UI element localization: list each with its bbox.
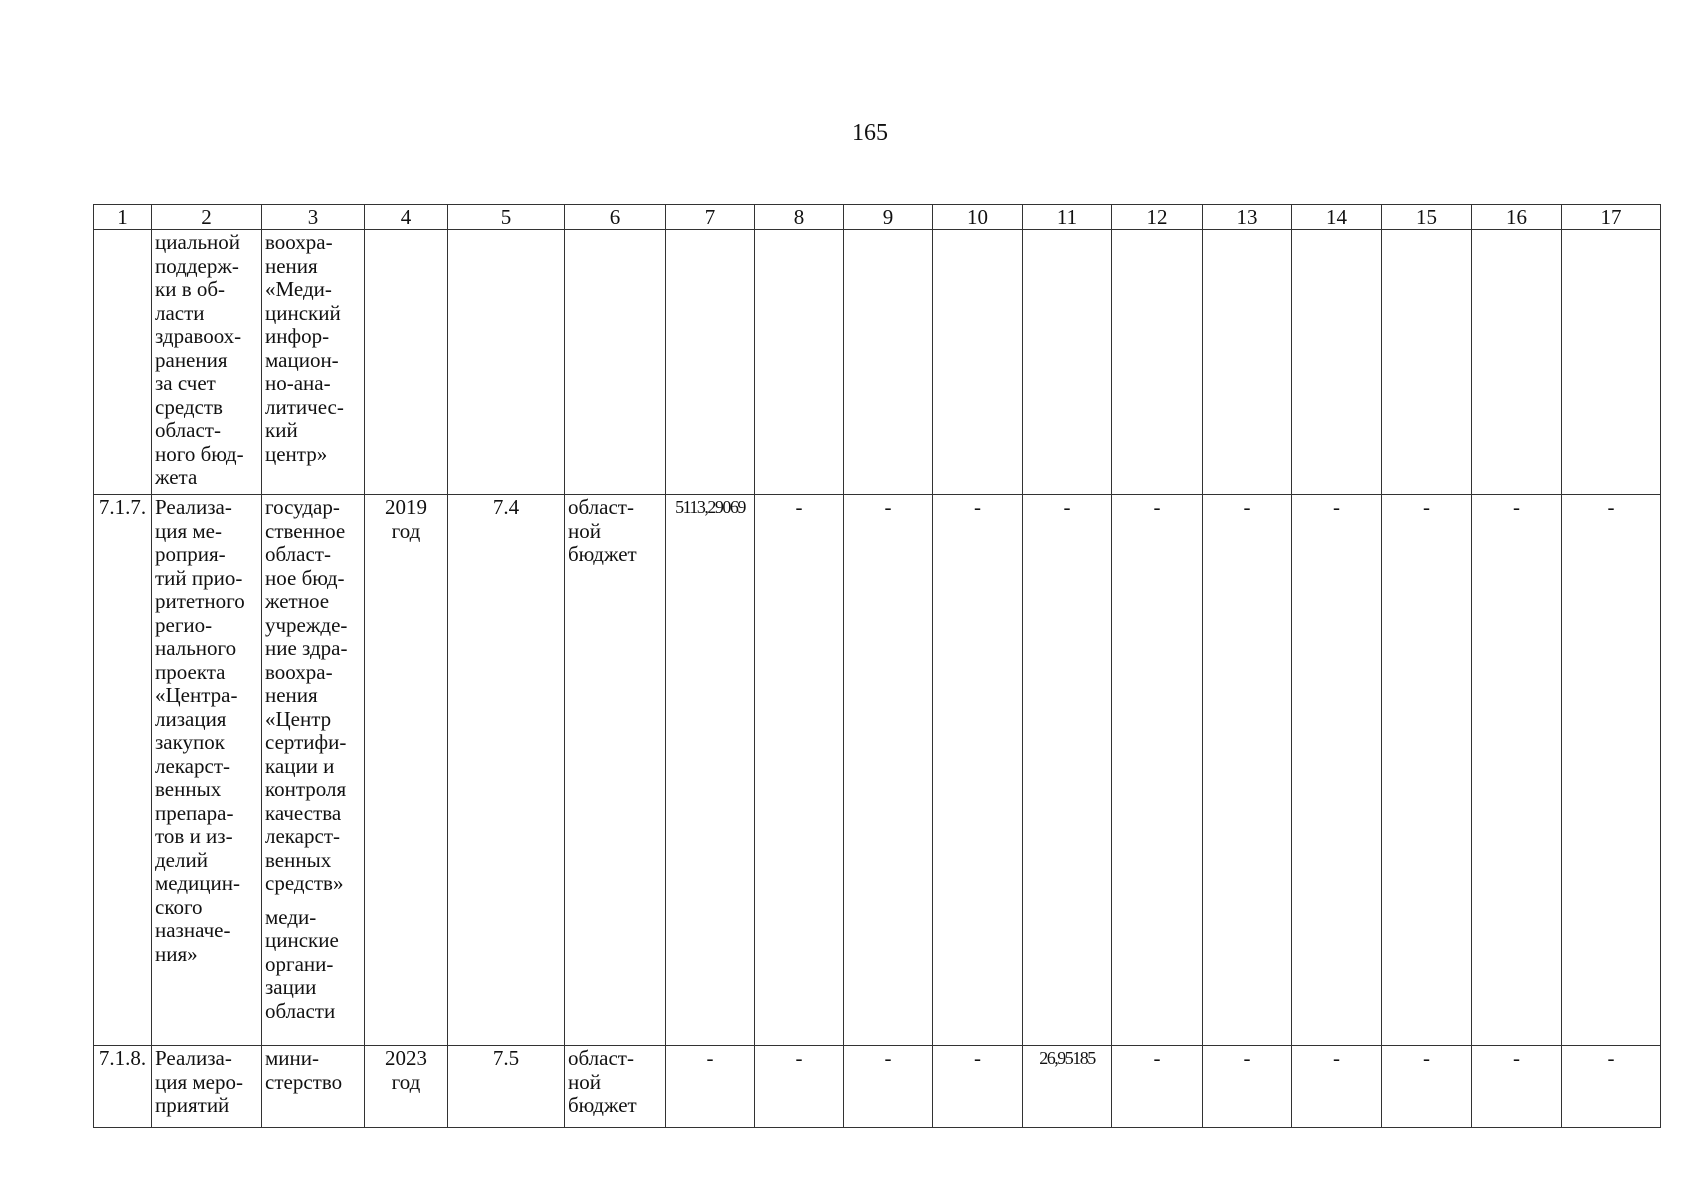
row-number-cell: 7.1.8.: [94, 1046, 152, 1128]
value-cell: [755, 230, 844, 495]
value-cell: -: [1562, 1046, 1661, 1128]
header-cell: 10: [933, 205, 1023, 230]
value-cell: [1203, 230, 1292, 495]
value-cell: -: [755, 495, 844, 1046]
year-cell: 2019 год: [365, 495, 448, 1046]
measure-name-cell: Реализа- ция меро- приятий: [152, 1046, 262, 1128]
value-cell: [1292, 230, 1382, 495]
header-cell: 14: [1292, 205, 1382, 230]
value-cell: -: [666, 1046, 755, 1128]
row-number-cell: [94, 230, 152, 495]
budget-table: [93, 204, 1661, 1128]
indicator-cell: [448, 230, 565, 495]
indicator-cell: 7.5: [448, 1046, 565, 1128]
year-cell: [365, 230, 448, 495]
header-cell: 4: [365, 205, 448, 230]
value-cell: -: [1382, 1046, 1472, 1128]
header-cell: 9: [844, 205, 933, 230]
value-cell: -: [1203, 495, 1292, 1046]
value-cell: [844, 230, 933, 495]
header-cell: 3: [262, 205, 365, 230]
row-number-cell: 7.1.7.: [94, 495, 152, 1046]
spacer: [265, 896, 361, 906]
header-cell: 16: [1472, 205, 1562, 230]
value-cell: -: [844, 495, 933, 1046]
header-row: [94, 205, 1661, 230]
value-cell: -: [1472, 495, 1562, 1046]
header-cell: 1: [94, 205, 152, 230]
value-cell: -: [1292, 1046, 1382, 1128]
executor-secondary: меди- цинские органи- зации области: [265, 904, 339, 1023]
value-cell: -: [1112, 495, 1203, 1046]
header-cell: 11: [1023, 205, 1112, 230]
value-cell: -: [1562, 495, 1661, 1046]
executor-cell: [262, 495, 365, 1046]
measure-name-cell: Реализа- ция ме- роприя- тий прио- ритетного регио- нального проекта «Центра- лизация закупок лекарст- венных препара- тов и из- делий медицин- ского назначе- ния»: [152, 495, 262, 1046]
header-cell: 12: [1112, 205, 1203, 230]
header-cell: 13: [1203, 205, 1292, 230]
value-cell: -: [1292, 495, 1382, 1046]
year-cell: 2023 год: [365, 1046, 448, 1128]
value-cell: [1112, 230, 1203, 495]
header-cell: 2: [152, 205, 262, 230]
table-row: [94, 1046, 1661, 1128]
indicator-cell: 7.4: [448, 495, 565, 1046]
header-cell: 17: [1562, 205, 1661, 230]
value-cell: [1023, 230, 1112, 495]
source-cell: [565, 230, 666, 495]
value-cell: [1472, 230, 1562, 495]
value-cell: -: [933, 495, 1023, 1046]
value-cell: 26,95185: [1023, 1046, 1112, 1128]
value-cell: [1382, 230, 1472, 495]
source-cell: област- ной бюджет: [565, 495, 666, 1046]
header-cell: 8: [755, 205, 844, 230]
value-cell: -: [755, 1046, 844, 1128]
value-cell: -: [1203, 1046, 1292, 1128]
value-cell: 5113,29069: [666, 495, 755, 1046]
header-cell: 7: [666, 205, 755, 230]
value-cell: -: [1112, 1046, 1203, 1128]
header-cell: 5: [448, 205, 565, 230]
value-cell: [666, 230, 755, 495]
value-cell: -: [844, 1046, 933, 1128]
source-cell: област- ной бюджет: [565, 1046, 666, 1128]
value-cell: [1562, 230, 1661, 495]
executor-cell: мини- стерство: [262, 1046, 365, 1128]
value-cell: -: [933, 1046, 1023, 1128]
value-cell: -: [1472, 1046, 1562, 1128]
header-cell: 6: [565, 205, 666, 230]
table-row: [94, 495, 1661, 1046]
page-number: 165: [852, 120, 888, 146]
header-cell: 15: [1382, 205, 1472, 230]
table-row: [94, 230, 1661, 495]
measure-name-cell: циальной поддерж- ки в об- ласти здравоох- ранения за счет средств област- ного бюд- жета: [152, 230, 262, 495]
value-cell: -: [1382, 495, 1472, 1046]
value-cell: -: [1023, 495, 1112, 1046]
executor-cell: воохра- нения «Меди- цинский инфор- мацион- но-ана- литичес- кий центр»: [262, 230, 365, 495]
executor-primary: государ- ственное област- ное бюд- жетное учрежде- ние здра- воохра- нения «Центр сертифи- кации и контроля качества лекарст- венных средств»: [265, 495, 348, 895]
value-cell: [933, 230, 1023, 495]
